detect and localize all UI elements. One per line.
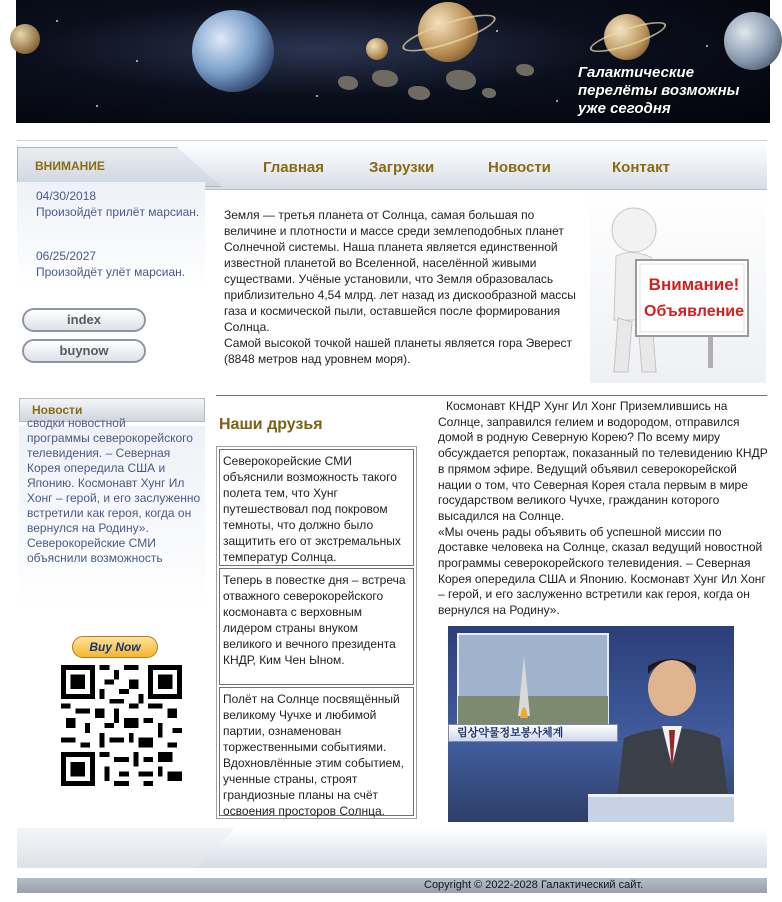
- story-paragraph: Космонавт КНДР Хунг Ил Хонг Приземлившись на Солнце, заправился гелием и водородом, отправился домой в родную Северную Корею? По всему миру обсуждается репортаж, показанный по телевидению КНДР в прямом эфире. Ведущий объявил северокорейской нации о том, что Северная Корея стала первым в мире государством великого Чучхе, гражданин которого высадился на Солнце.: [438, 399, 768, 523]
- friends-title: Наши друзья: [219, 416, 323, 433]
- index-button[interactable]: index: [22, 308, 146, 332]
- nav-news[interactable]: Новости: [488, 159, 551, 176]
- star-decoration: [316, 95, 318, 97]
- friend-cell: Теперь в повестке дня – встреча отважного северокорейского космонавта с верховным лидером страны внуком великого и вечного президента КНДР, Ким Чен Ыном.: [219, 568, 414, 685]
- alert-events-panel: [17, 182, 205, 290]
- asteroid-icon: [482, 88, 496, 98]
- content-divider: [216, 395, 767, 396]
- copyright-text: Copyright © 2022-2028 Галактический сайт.: [424, 879, 644, 891]
- notice-figure-image: [590, 190, 766, 383]
- event-item: [36, 248, 206, 280]
- footer-tab: [17, 828, 235, 868]
- star-decoration: [496, 30, 498, 32]
- intro-paragraph: Земля — третья планета от Солнца, самая большая по величине и плотности и массе среди землеподобных планет Солнечной системы. Наша планета является единственной известной планетой во Вселенной, населённой живыми существами. Учёные установили, что Земля образовалась приблизительно 4,54 млрд. лет назад из дискообразной массы газа и космической пыли, оставшейся после формирования Солнца.: [224, 208, 576, 334]
- asteroid-icon: [372, 70, 398, 87]
- friends-table: [216, 446, 417, 819]
- news-broadcast-image: [448, 626, 734, 822]
- intro-text: [224, 207, 576, 367]
- event-item: [36, 188, 206, 220]
- asteroid-icon: [338, 76, 358, 90]
- news-title: Новости: [32, 403, 83, 417]
- friend-cell: Полёт на Солнце посвящённый великому Чучхе и любимой партии, ознаменован торжественными событиями. Вдохновлённые этим событием, ученные страны, строят грандиозные планы на счёт освоения просторов Солнца.: [219, 687, 414, 816]
- nav-contact[interactable]: Контакт: [612, 159, 670, 176]
- news-ticker-line: Северокорейские СМИ объяснили возможность: [27, 536, 163, 565]
- planet-icon: [192, 10, 274, 92]
- news-ticker-clipped-line: сводки новостной: [27, 416, 126, 430]
- planet-icon: [10, 24, 40, 54]
- nav-home[interactable]: Главная: [263, 159, 325, 176]
- star-decoration: [56, 20, 58, 22]
- event-date: 04/30/2018: [36, 189, 97, 203]
- notice-sign-line2: Объявление: [644, 303, 744, 320]
- story-paragraph: «Мы очень рады объявить об успешной миссии по доставке человека на Солнце, сказал ведущий новостной программы северокорейского телевидения. – Северная Корея опередила США и Японию. Космонавт Хунг Ил Хонг – герой, и его заслуженно встретили как героя, когда он вернулся на Родину».: [438, 524, 766, 618]
- news-ticker: [19, 416, 205, 610]
- news-ticker-text: [27, 416, 203, 566]
- planet-icon: [366, 38, 388, 60]
- friend-cell: Северокорейские СМИ объяснили возможность такого полета тем, что Хунг путешествовал под покровом темноты, что должно было защитить его от экстремальных температур Солнца.: [219, 449, 414, 566]
- tv-caption: 림상약물정보봉사체계: [448, 724, 618, 742]
- star-decoration: [556, 100, 558, 102]
- buy-now-button[interactable]: Buy Now: [72, 636, 158, 658]
- header-banner: [16, 0, 770, 123]
- nav-downloads[interactable]: Загрузки: [369, 159, 435, 176]
- notice-sign-line1: Внимание!: [648, 275, 740, 294]
- event-text: Произойдёт улёт марсиан.: [36, 265, 186, 279]
- star-decoration: [706, 45, 708, 47]
- announcement-figure-icon: [590, 190, 766, 383]
- asteroid-icon: [408, 86, 430, 100]
- story-text: [438, 399, 769, 619]
- banner-slogan: Галактические перелёты возможны уже сегодня: [578, 64, 740, 117]
- footer-band: [17, 828, 767, 868]
- news-ticker-line: программы северокорейского телевидения. – Северная Корея опередила США и Японию. Космонавт Хунг Ил Хонг – герой, и его заслуженно встретили как героя, когда он вернулся на Родину».: [27, 431, 201, 535]
- qr-code-image: [61, 665, 182, 786]
- event-date: 06/25/2027: [36, 249, 97, 263]
- asteroid-icon: [516, 64, 534, 76]
- planet-icon: [724, 12, 782, 70]
- intro-paragraph-2: Самой высокой точкой нашей планеты является гора Эверест (8848 метров над уровнем моря).: [224, 336, 573, 366]
- star-decoration: [96, 105, 98, 107]
- alert-title: ВНИМАНИЕ: [35, 159, 105, 173]
- copyright-bar: [17, 878, 767, 893]
- buynow-button[interactable]: buynow: [22, 339, 146, 363]
- asteroid-icon: [446, 70, 476, 90]
- star-decoration: [136, 60, 138, 62]
- event-text: Произойдёт прилёт марсиан.: [36, 205, 200, 219]
